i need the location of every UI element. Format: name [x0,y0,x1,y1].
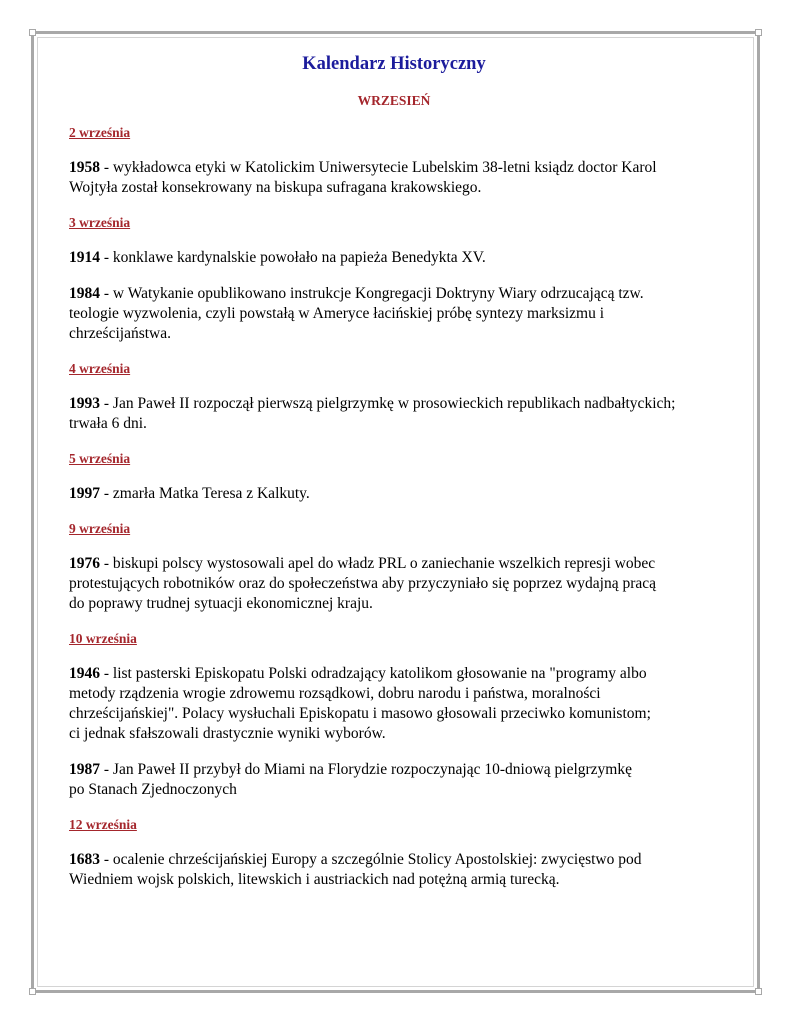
day-heading: 4 września [69,361,131,376]
event-entry [69,664,719,744]
event-year: 1984 [69,285,100,302]
event-year: 1683 [69,851,100,868]
event-entry [69,554,719,614]
document-content [69,52,719,906]
corner-ornament [29,988,36,995]
event-text: - Jan Paweł II przybył do Miami na Florydzie rozpoczynając 10-dniową pielgrzymkę [100,761,632,778]
event-text: teologie wyzwolenia, czyli powstałą w Ameryce łacińskiej próbę syntezy marksizmu i [69,305,605,322]
event-text: chrześcijańskiej". Polacy wysłuchali Episkopatu i masowo głosowali przeciwko komunistom; [69,705,651,722]
day-section [69,630,719,800]
event-text: trwała 6 dni. [69,415,147,432]
event-text: po Stanach Zjednoczonych [69,781,237,798]
day-heading: 10 września [69,631,137,646]
event-entry [69,284,719,344]
event-entry [69,158,719,198]
event-text: metody rządzenia wrogie zdrowemu rozsądkowi, dobru narodu i państwa, moralności [69,685,601,702]
event-entry [69,394,719,434]
event-text: Wojtyła został konsekrowany na biskupa sufragana krakowskiego. [69,179,482,196]
event-year: 1976 [69,555,100,572]
day-heading: 5 września [69,451,131,466]
event-text: - biskupi polscy wystosowali apel do władz PRL o zaniechanie wszelkich represji wobec [100,555,656,572]
event-text: - Jan Paweł II rozpoczął pierwszą pielgrzymkę w prosowieckich republikach nadbałtyckich; [100,395,676,412]
event-year: 1946 [69,665,100,682]
event-year: 1958 [69,159,100,176]
day-section [69,520,719,614]
event-text: - ocalenie chrześcijańskiej Europy a szczególnie Stolicy Apostolskiej: zwycięstwo pod [100,851,642,868]
event-year: 1914 [69,249,100,266]
day-heading: 2 września [69,125,131,140]
event-text: - list pasterski Episkopatu Polski odradzający katolikom głosowanie na "programy albo [100,665,647,682]
day-heading: 3 września [69,215,131,230]
event-entry [69,760,719,800]
corner-ornament [29,29,36,36]
event-text: Wiedniem wojsk polskich, litewskich i austriackich nad potężną armią turecką. [69,871,560,888]
day-section [69,124,719,198]
event-year: 1987 [69,761,100,778]
corner-ornament [755,29,762,36]
day-heading: 12 września [69,817,137,832]
month-heading: WRZESIEŃ [357,93,431,108]
event-year: 1993 [69,395,100,412]
day-section [69,816,719,890]
event-text: chrześcijaństwa. [69,325,171,342]
day-section [69,214,719,344]
day-heading: 9 września [69,521,131,536]
event-text: - zmarła Matka Teresa z Kalkuty. [100,485,310,502]
event-text: - wykładowca etyki w Katolickim Uniwersytecie Lubelskim 38-letni ksiądz doctor Karol [100,159,657,176]
event-text: - konklawe kardynalskie powołało na papieża Benedykta XV. [100,249,486,266]
day-section [69,360,719,434]
document-title: Kalendarz Historyczny [302,54,486,74]
event-text: protestujących robotników oraz do społeczeństwa aby przyczyniało się poprzez wydajną pracą [69,575,657,592]
event-entry [69,850,719,890]
event-entry [69,248,719,268]
event-entry [69,484,719,504]
corner-ornament [755,988,762,995]
event-text: do poprawy trudnej sytuacji ekonomicznej kraju. [69,595,373,612]
event-year: 1997 [69,485,100,502]
day-section [69,450,719,504]
event-text: - w Watykanie opublikowano instrukcje Kongregacji Doktryny Wiary odrzucającą tzw. [100,285,644,302]
event-text: ci jednak sfałszowali drastycznie wyniki wyborów. [69,725,386,742]
